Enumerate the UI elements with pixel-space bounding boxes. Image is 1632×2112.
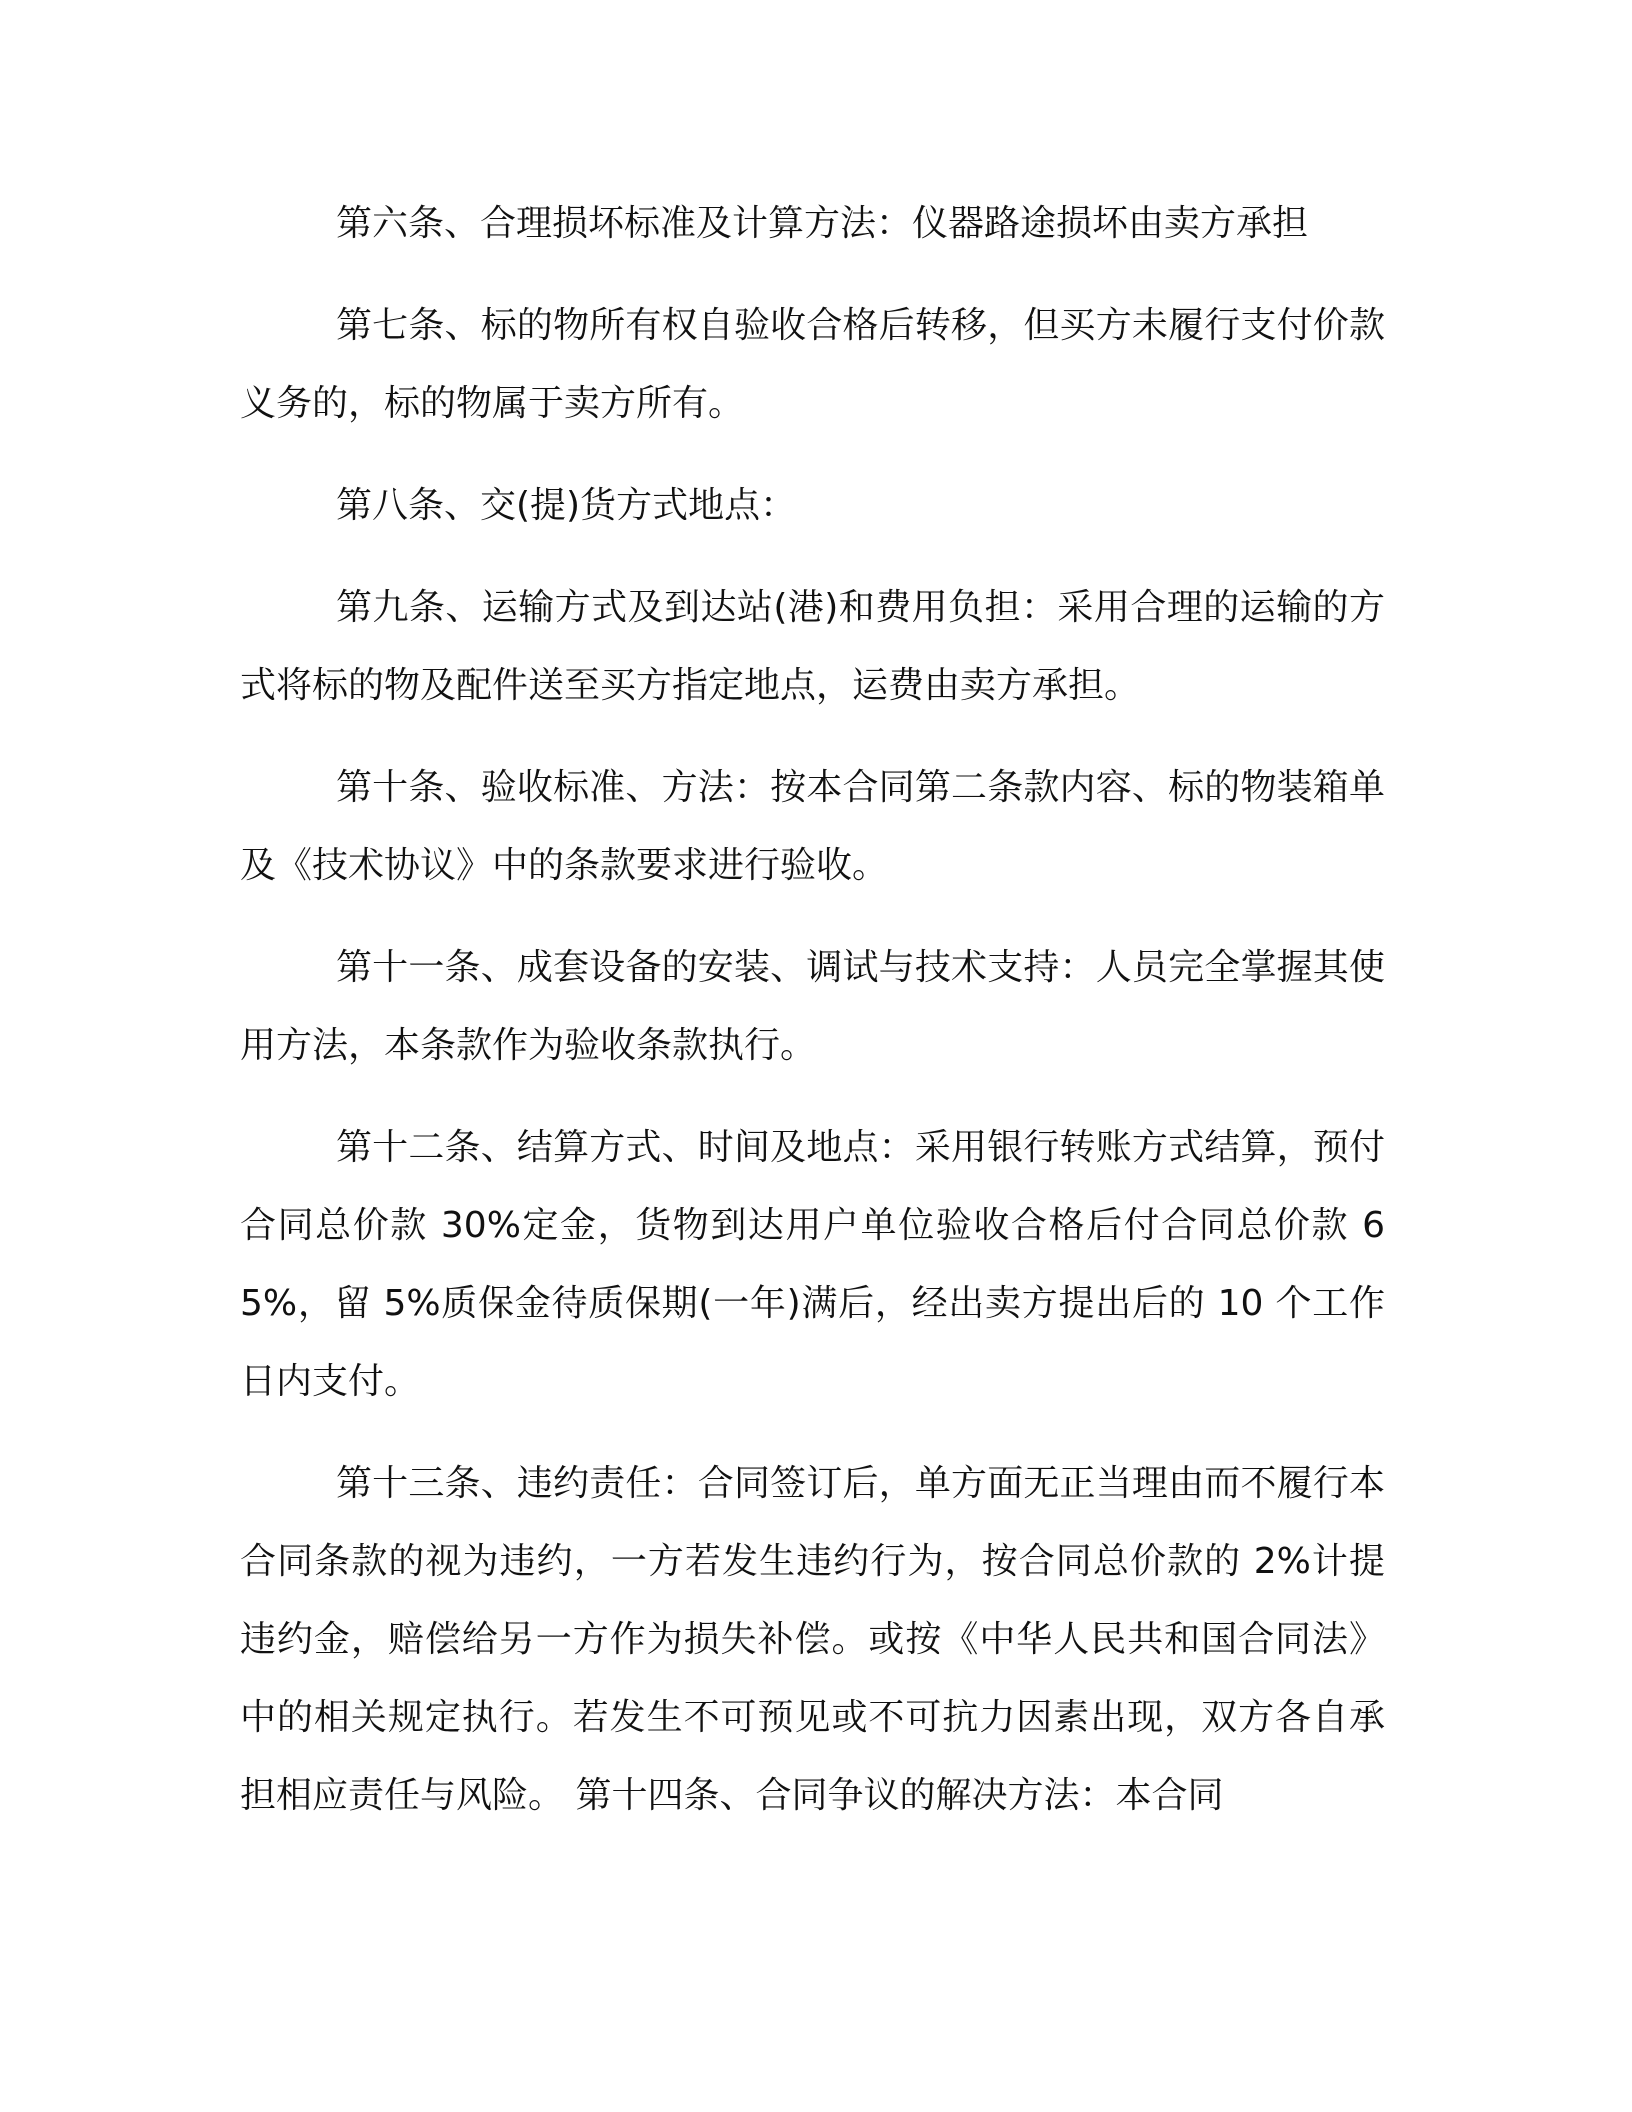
clause-9: 第九条、运输方式及到达站(港)和费用负担：采用合理的运输的方式将标的物及配件送至买方指定地点，运费由卖方承担。 xyxy=(240,587,1385,706)
clause-10: 第十条、验收标准、方法：按本合同第二条款内容、标的物装箱单及《技术协议》中的条款要求进行验收。 xyxy=(240,767,1385,886)
contract-body xyxy=(240,185,1385,1835)
clause-11: 第十一条、成套设备的安装、调试与技术支持：人员完全掌握其使用方法，本条款作为验收条款执行。 xyxy=(240,947,1385,1066)
clause-12: 第十二条、结算方式、时间及地点：采用银行转账方式结算，预付合同总价款 30%定金，货物到达用户单位验收合格后付合同总价款 65%，留 5%质保金待质保期(一年)满后，经出卖方提出后的 10 个工作日内支付。 xyxy=(240,1127,1385,1402)
clause-13: 第十三条、违约责任：合同签订后，单方面无正当理由而不履行本合同条款的视为违约，一方若发生违约行为，按合同总价款的 2%计提违约金，赔偿给另一方作为损失补偿。或按《中华人民共和国合同法》中的相关规定执行。若发生不可预见或不可抗力因素出现，双方各自承担相应责任与风险。 第十四条、合同争议的解决方法：本合同 xyxy=(240,1463,1385,1816)
clause-6: 第六条、合理损坏标准及计算方法：仪器路途损坏由卖方承担 xyxy=(336,203,1309,244)
clause-8: 第八条、交(提)货方式地点： xyxy=(336,485,797,526)
clause-7: 第七条、标的物所有权自验收合格后转移，但买方未履行支付价款义务的，标的物属于卖方所有。 xyxy=(240,305,1385,424)
